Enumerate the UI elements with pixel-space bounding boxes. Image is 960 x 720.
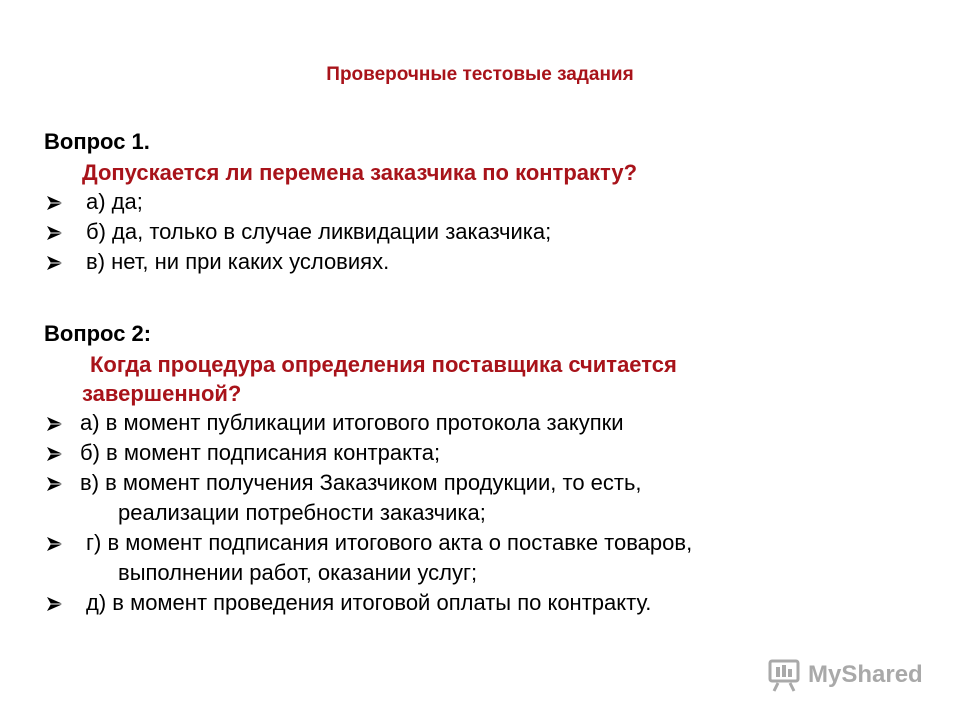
list-item — [44, 588, 938, 618]
question-2-text-line2: завершенной? — [82, 381, 242, 406]
option-text-continued: выполнении работ, оказании услуг; — [118, 560, 478, 585]
question-1 — [44, 126, 938, 277]
question-1-text: Допускается ли перемена заказчика по контракту? — [82, 160, 638, 185]
list-item — [44, 217, 938, 247]
option-text: д) в момент проведения итоговой оплаты по контракту. — [86, 590, 652, 615]
myshared-watermark — [766, 655, 923, 695]
arrow-bullet-icon — [46, 446, 64, 462]
myshared-logo-icon — [766, 657, 802, 693]
page-title: Проверочные тестовые задания — [326, 64, 634, 85]
arrow-bullet-icon — [46, 195, 64, 211]
list-item — [44, 247, 938, 277]
list-item — [44, 528, 938, 588]
option-text: б) да, только в случае ликвидации заказчика; — [86, 219, 552, 244]
arrow-bullet-icon — [46, 225, 64, 241]
arrow-bullet-icon — [46, 476, 64, 492]
list-item — [44, 408, 938, 438]
arrow-bullet-icon — [46, 255, 64, 271]
list-item — [44, 438, 938, 468]
list-item — [44, 187, 938, 217]
list-item — [44, 468, 938, 528]
question-1-heading: Вопрос 1. — [44, 129, 150, 154]
option-text: в) нет, ни при каких условиях. — [86, 249, 390, 274]
question-2-heading: Вопрос 2: — [44, 321, 152, 346]
arrow-bullet-icon — [46, 536, 64, 552]
option-text-continued: реализации потребности заказчика; — [118, 500, 486, 525]
option-text: б) в момент подписания контракта; — [80, 440, 441, 465]
watermark-text: MyShared — [808, 661, 923, 688]
option-text: а) в момент публикации итогового протокола закупки — [80, 410, 624, 435]
question-2-text — [44, 350, 850, 408]
option-text: в) в момент получения Заказчиком продукции, то есть, — [80, 470, 642, 495]
option-text: а) да; — [86, 189, 143, 214]
question-2 — [44, 318, 938, 618]
question-2-text-line1: Когда процедура определения поставщика считается — [90, 352, 677, 377]
arrow-bullet-icon — [46, 416, 64, 432]
option-text: г) в момент подписания итогового акта о поставке товаров, — [86, 530, 693, 555]
arrow-bullet-icon — [46, 596, 64, 612]
